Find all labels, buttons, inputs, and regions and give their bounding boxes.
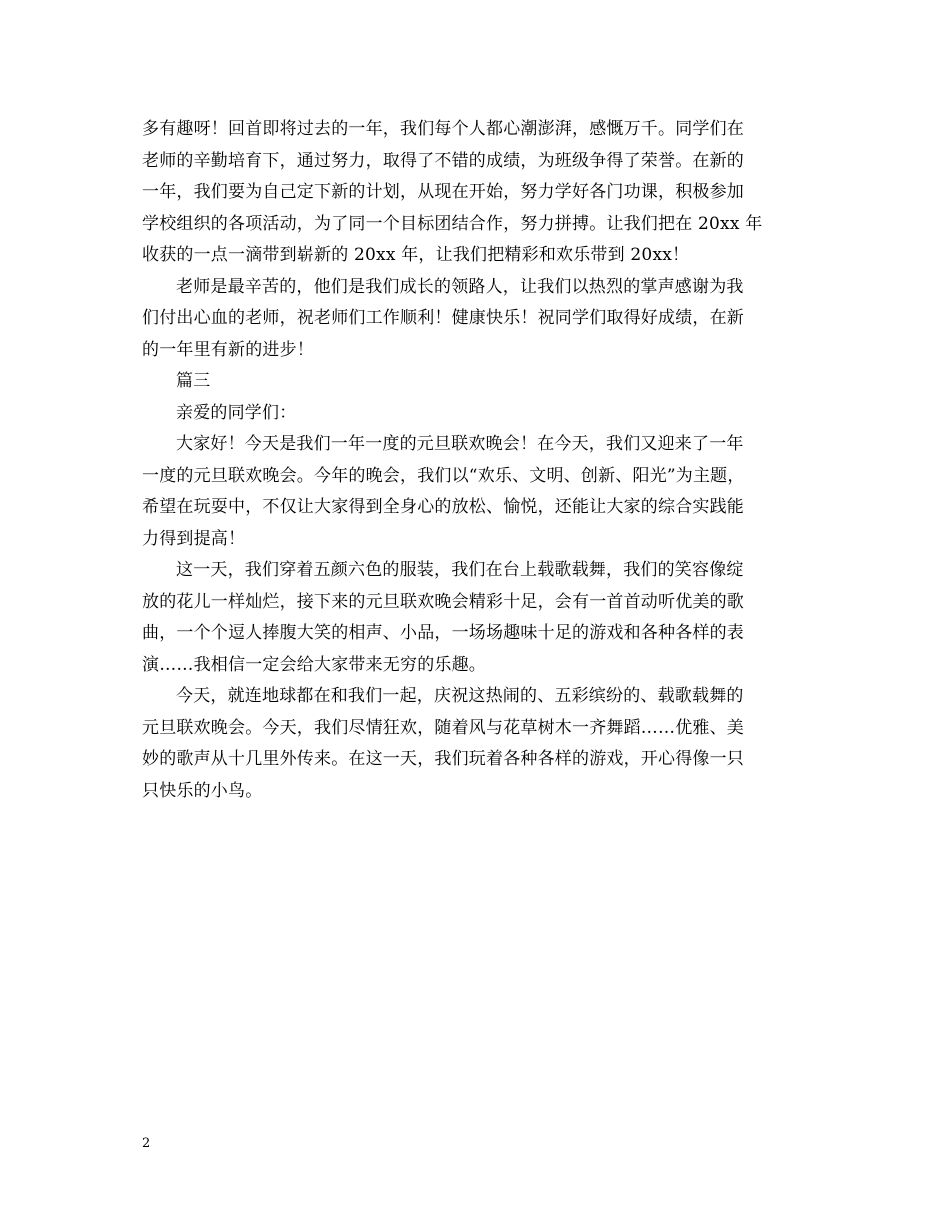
text-line: 学校组织的各项活动，为了同一个目标团结合作，努力拼搏。让我们把在 20xx 年 xyxy=(142,213,763,234)
text-line: 一度的元旦联欢晚会。今年的晚会，我们以“欢乐、文明、创新、阳光”为主题， xyxy=(142,465,745,486)
text-line: 妙的歌声从十几里外传来。在这一天，我们玩着各种各样的游戏，开心得像一只 xyxy=(142,749,744,769)
text-line: 的一年里有新的进步！ xyxy=(142,339,314,360)
text-line: 今天，就连地球都在和我们一起，庆祝这热闹的、五彩缤纷的、载歌载舞的 xyxy=(176,686,744,706)
text-line: 一年，我们要为自己定下新的计划，从现在开始，努力学好各门功课，积极参加 xyxy=(142,182,744,202)
document-body xyxy=(142,114,812,807)
section-heading: 篇三 xyxy=(176,371,211,391)
text-line: 希望在玩耍中，不仅让大家得到全身心的放松、愉悦，还能让大家的综合实践能 xyxy=(142,497,744,517)
text-line: 收获的一点一滴带到崭新的 20xx 年，让我们把精彩和欢乐带到 20xx！ xyxy=(142,245,690,265)
text-line: 老师是最辛苦的，他们是我们成长的领路人，让我们以热烈的掌声感谢为我 xyxy=(176,276,744,297)
text-line: 放的花儿一样灿烂，接下来的元旦联欢晚会精彩十足，会有一首首动听优美的歌 xyxy=(142,591,744,612)
text-line: 只快乐的小鸟。 xyxy=(142,780,263,801)
page-number: 2 xyxy=(142,1136,151,1151)
text-line: 力得到提高！ xyxy=(142,528,246,549)
salutation: 亲爱的同学们： xyxy=(176,402,297,423)
text-line: 这一天，我们穿着五颜六色的服装，我们在台上载歌载舞，我们的笑容像绽 xyxy=(176,560,744,580)
text-line: 演……我相信一定会给大家带来无穷的乐趣。 xyxy=(142,654,486,675)
text-line: 元旦联欢晚会。今天，我们尽情狂欢，随着风与花草树木一齐舞蹈……优雅、美 xyxy=(142,717,744,738)
text-line: 老师的辛勤培育下，通过努力，取得了不错的成绩，为班级争得了荣誉。在新的 xyxy=(142,150,744,171)
text-line: 曲，一个个逗人捧腹大笑的相声、小品，一场场趣味十足的游戏和各种各样的表 xyxy=(142,623,744,643)
text-line: 多有趣呀！回首即将过去的一年，我们每个人都心潮澎湃，感慨万千。同学们在 xyxy=(142,119,744,139)
text-line: 大家好！今天是我们一年一度的元旦联欢晚会！在今天，我们又迎来了一年 xyxy=(176,434,744,454)
text-line: 们付出心血的老师，祝老师们工作顺利！健康快乐！祝同学们取得好成绩，在新 xyxy=(142,308,744,328)
